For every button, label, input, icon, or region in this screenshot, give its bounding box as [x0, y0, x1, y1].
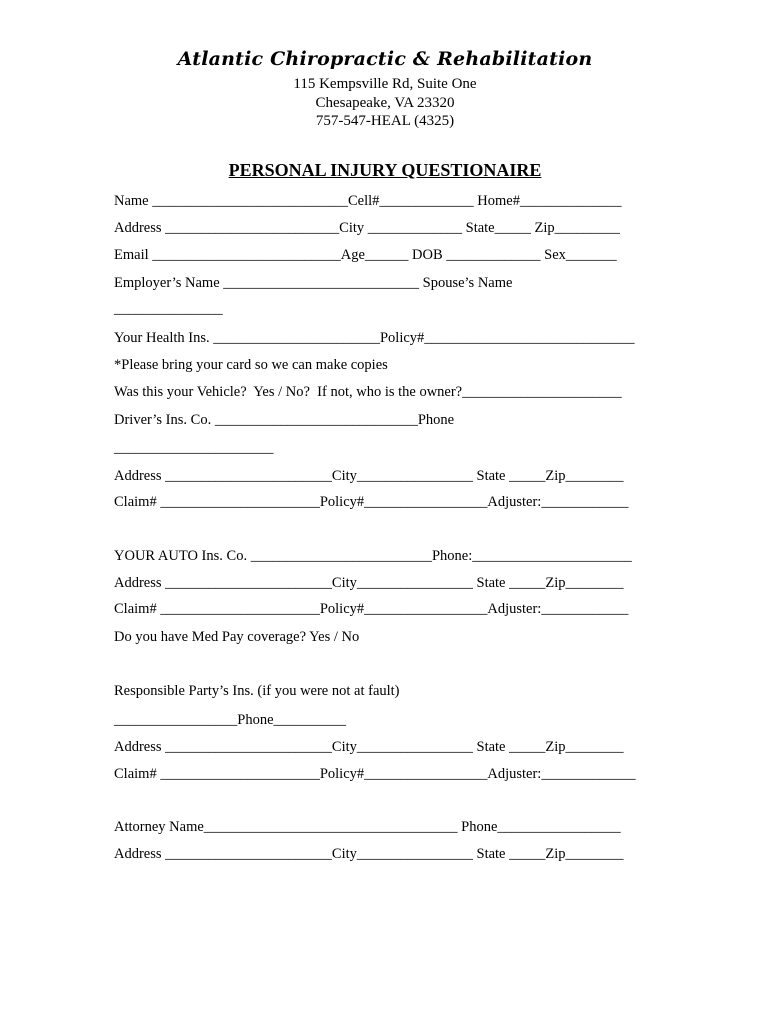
- responsible-party-line: Responsible Party’s Ins. (if you were not at fault): [114, 683, 400, 699]
- email-age-dob-sex-line: Email __________________________Age______ DOB _____________ Sex_______: [114, 247, 617, 263]
- name-cell-home-line: Name ___________________________Cell#_____________ Home#______________: [114, 193, 622, 209]
- vehicle-owner-line: Was this your Vehicle? Yes / No? If not, who is the owner?______________________: [114, 384, 622, 400]
- attorney-line: Attorney Name___________________________________ Phone_________________: [114, 819, 621, 835]
- card-copy-note: *Please bring your card so we can make copies: [114, 357, 388, 373]
- auto-claim-policy-line: Claim# ______________________Policy#_________________Adjuster:____________: [114, 601, 629, 617]
- health-insurance-line: Your Health Ins. _______________________Policy#_____________________________: [114, 330, 635, 346]
- driver-claim-policy-line: Claim# ______________________Policy#_________________Adjuster:____________: [114, 494, 629, 510]
- driver-phone-blank-line: ______________________: [114, 440, 274, 456]
- responsible-phone-line: _________________Phone__________: [114, 712, 346, 728]
- address-city-state-zip-line: Address ________________________City _____________ State_____ Zip_________: [114, 220, 620, 236]
- driver-insurance-line: Driver’s Ins. Co. ____________________________Phone: [114, 412, 455, 428]
- responsible-claim-policy-line: Claim# ______________________Policy#_________________Adjuster:_____________: [114, 766, 636, 782]
- attorney-address-line: Address _______________________City________________ State _____Zip________: [114, 846, 624, 862]
- driver-address-line: Address _______________________City________________ State _____Zip________: [114, 468, 624, 484]
- auto-address-line: Address _______________________City________________ State _____Zip________: [114, 575, 624, 591]
- clinic-address-line1: 115 Kempsville Rd, Suite One: [293, 76, 477, 92]
- med-pay-line: Do you have Med Pay coverage? Yes / No: [114, 629, 360, 645]
- auto-insurance-line: YOUR AUTO Ins. Co. _________________________Phone:______________________: [114, 548, 632, 564]
- clinic-name: Atlantic Chiropractic & Rehabilitation: [177, 48, 593, 70]
- responsible-address-line: Address _______________________City________________ State _____Zip________: [114, 739, 624, 755]
- clinic-address-line2: Chesapeake, VA 23320: [315, 95, 455, 111]
- clinic-phone: 757-547-HEAL (4325): [315, 113, 455, 129]
- employer-spouse-line: Employer’s Name ___________________________ Spouse’s Name: [114, 275, 513, 291]
- form-title: PERSONAL INJURY QUESTIONAIRE: [228, 160, 542, 180]
- spouse-name-blank-line: _______________: [114, 301, 223, 317]
